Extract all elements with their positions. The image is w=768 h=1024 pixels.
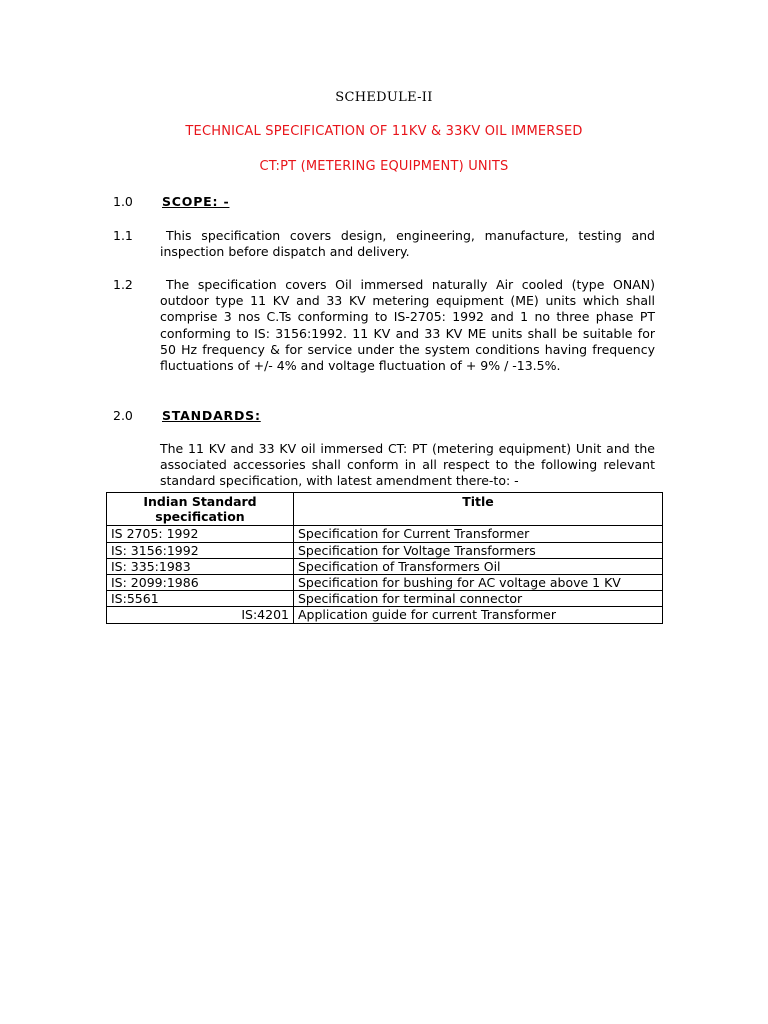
table-header-standard: Indian Standard specification <box>107 493 294 526</box>
paragraph-1-1: This specification covers design, engineering, manufacture, testing and inspection before dispatch and delivery. <box>160 228 655 260</box>
standards-table <box>106 492 663 624</box>
section-heading-standards: STANDARDS: <box>162 408 261 423</box>
table-cell-standard: IS:4201 <box>107 607 294 623</box>
table-row <box>107 558 663 574</box>
schedule-label: SCHEDULE-II <box>335 90 433 105</box>
table-cell-title: Application guide for current Transformer <box>294 607 663 623</box>
document-title-line-1: TECHNICAL SPECIFICATION OF 11KV & 33KV OIL IMMERSED <box>185 124 583 139</box>
table-cell-standard: IS 2705: 1992 <box>107 526 294 542</box>
table-cell-standard: IS: 2099:1986 <box>107 575 294 591</box>
table-row <box>107 607 663 623</box>
table-row <box>107 542 663 558</box>
table-row <box>107 575 663 591</box>
section-number-1-2: 1.2 <box>113 277 133 292</box>
document-title-line-2: CT:PT (METERING EQUIPMENT) UNITS <box>259 159 509 174</box>
section-number-1-1: 1.1 <box>113 228 133 243</box>
table-cell-standard: IS: 3156:1992 <box>107 542 294 558</box>
table-header-row <box>107 493 663 526</box>
table-header-title: Title <box>294 493 663 526</box>
standards-intro-paragraph: The 11 KV and 33 KV oil immersed CT: PT (metering equipment) Unit and the associated accessories shall conform in all respect to the following relevant standard specification, with latest amendment there-to: - <box>160 441 655 489</box>
table-cell-title: Specification for Voltage Transformers <box>294 542 663 558</box>
table-cell-title: Specification for Current Transformer <box>294 526 663 542</box>
section-number-2-0: 2.0 <box>113 408 133 423</box>
table-row <box>107 591 663 607</box>
table-cell-standard: IS: 335:1983 <box>107 558 294 574</box>
paragraph-1-2: The specification covers Oil immersed naturally Air cooled (type ONAN) outdoor type 11 KV and 33 KV metering equipment (ME) units which shall comprise 3 nos C.Ts conforming to IS-2705: 1992 and 1 no three phase PT conforming to IS: 3156:1992. 11 KV and 33 KV ME units shall be suitable for 50 Hz frequency & for service under the system conditions having frequency fluctuations of +/- 4% and voltage fluctuation of + 9% / -13.5%. <box>160 277 655 374</box>
table-row <box>107 526 663 542</box>
table-cell-title: Specification for terminal connector <box>294 591 663 607</box>
table-cell-title: Specification for bushing for AC voltage above 1 KV <box>294 575 663 591</box>
section-heading-scope: SCOPE: - <box>162 194 230 209</box>
table-cell-standard: IS:5561 <box>107 591 294 607</box>
table-cell-title: Specification of Transformers Oil <box>294 558 663 574</box>
section-number-1-0: 1.0 <box>113 194 133 209</box>
